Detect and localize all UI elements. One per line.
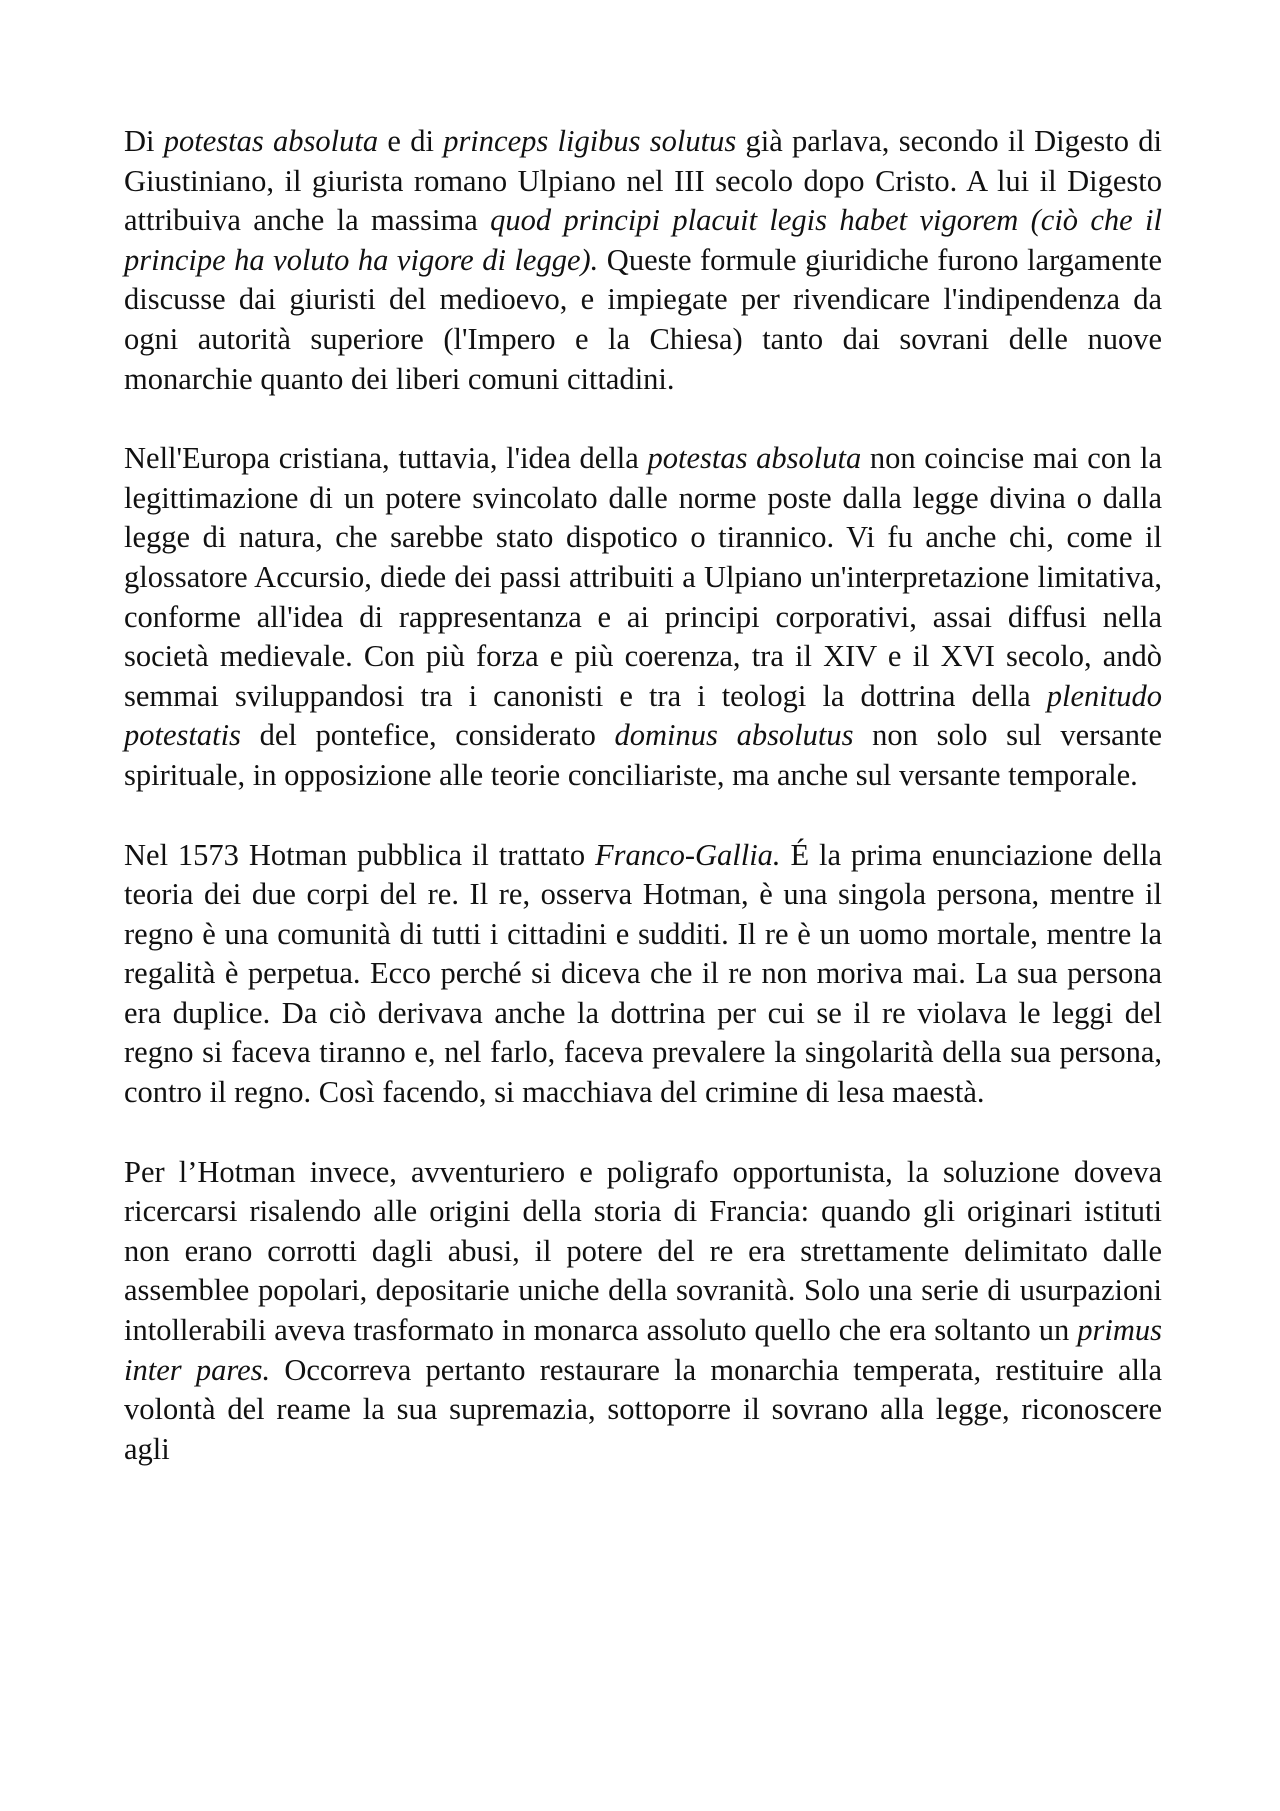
text-run: Queste formule giuridiche furono largamente discusse dai giuristi del medioevo, e impiegate per rivendicare l'indipendenza da ogni autorità superiore (l'Impero e la Chiesa) tanto dai sovrani delle nuove monarchie quanto dei liberi comuni cittadini.: [124, 242, 1162, 396]
paragraph-1: [124, 122, 1162, 399]
italic-term: potestas absoluta: [647, 441, 862, 476]
text-run: non coincise mai con la legittimazione di un potere svincolato dalle norme poste dalla legge divina o dalla legge di natura, che sarebbe stato dispotico o tirannico. Vi fu anche chi, come il glossatore Accursio, diede dei passi attribuiti a Ulpiano un'interpretazione limitativa, conforme all'idea di rappresentanza e ai principi corporativi, assai diffusi nella società medievale. Con più forza e più coerenza, tra il XIV e il XVI secolo, andò semmai sviluppandosi tra i canonisti e tra i teologi la dottrina della: [124, 441, 1162, 713]
text-run: e di: [378, 124, 444, 158]
italic-term: quod principi placuit legis habet vigorem (ciò che il principe ha voluto ha vigore di legge).: [124, 203, 1162, 277]
italic-term: plenitudo potestatis: [124, 678, 1162, 753]
text-run: É la prima enunciazione della teoria dei due corpi del re. Il re, osserva Hotman, è una singola persona, mentre il regno è una comunità di tutti i cittadini e sudditi. Il re è un uomo mortale, mentre la regalità è perpetua. Ecco perché si diceva che il re non moriva mai. La sua persona era duplice. Da ciò derivava anche la dottrina per cui se il re violava le leggi del regno si faceva tiranno e, nel farlo, faceva prevalere la singolarità della sua persona, contro il regno. Così facendo, si macchiava del crimine di lesa maestà.: [124, 837, 1162, 1110]
paragraph-4: [124, 1153, 1162, 1470]
text-run: Occorreva pertanto restaurare la monarchia temperata, restituire alla volontà del reame la sua supremazia, sottoporre il sovrano alla legge, riconoscere agli: [124, 1352, 1163, 1466]
text-run: Per l’Hotman invece, avventuriero e poligrafo opportunista, la soluzione doveva ricercarsi risalendo alle origini della storia di Francia: quando gli originari istituti non erano corrotti dagli abusi, il potere del re era strettamente delimitato dalle assemblee popolari, depositarie uniche della sovranità. Solo una serie di usurpazioni intollerabili aveva trasformato in monarca assoluto quello che era soltanto un: [124, 1154, 1162, 1348]
paragraph-3: [124, 836, 1162, 1113]
italic-term: Franco-Gallia.: [595, 837, 781, 872]
italic-term: potestas absoluta: [163, 124, 379, 158]
text-run: non solo sul versante spirituale, in opposizione alle teorie conciliariste, ma anche sul versante temporale.: [124, 718, 1162, 792]
italic-term: dominus absolutus: [614, 718, 854, 753]
text-run: Nel 1573 Hotman pubblica il trattato: [124, 837, 596, 872]
italic-term: princeps ligibus solutus: [443, 124, 737, 158]
text-run: del pontefice, considerato: [240, 718, 615, 753]
text-run: Di: [124, 124, 164, 158]
italic-term: primus inter pares.: [124, 1313, 1162, 1387]
text-run: Nell'Europa cristiana, tuttavia, l'idea della: [124, 441, 648, 476]
paragraph-2: [124, 439, 1162, 795]
text-run: già parlava, secondo il Digesto di Giustiniano, il giurista romano Ulpiano nel III secolo dopo Cristo. A lui il Digesto attribuiva anche la massima: [124, 124, 1163, 238]
document-page: [124, 122, 1162, 1469]
